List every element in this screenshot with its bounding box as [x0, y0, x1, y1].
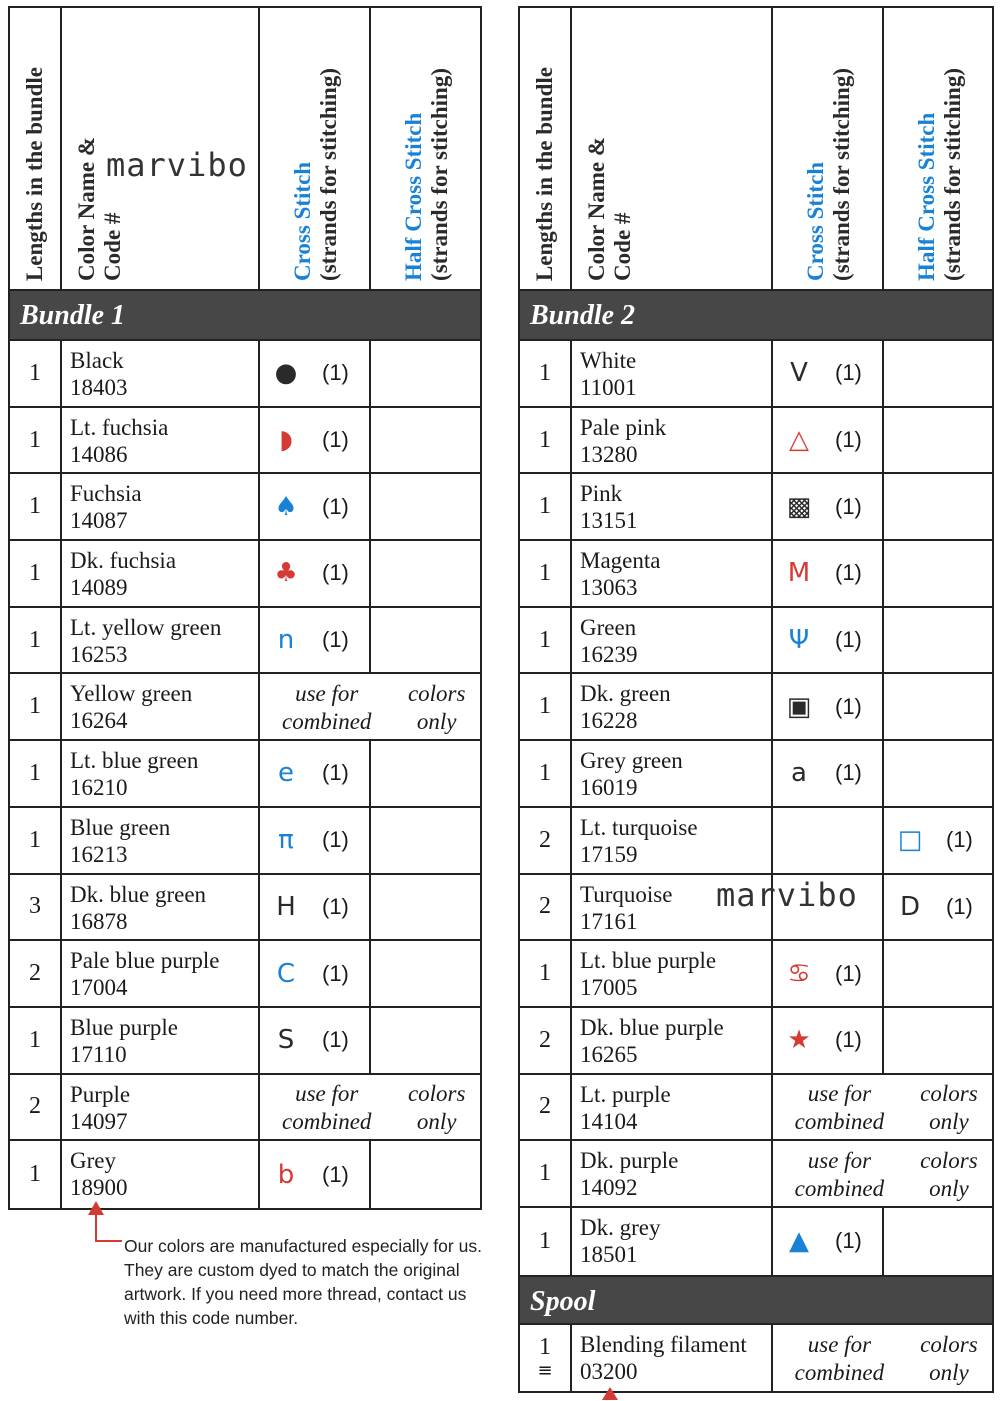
color-code: 16228: [580, 708, 638, 734]
triangle-outline-icon: △: [789, 425, 809, 456]
color-name: Turquoise: [580, 881, 673, 907]
color-code: 03200: [580, 1358, 638, 1384]
half-cross-stitch-cell: [884, 474, 992, 539]
color-cell: [62, 541, 260, 606]
color-name: Dk. fuchsia: [70, 548, 177, 574]
length-value: 1: [29, 693, 41, 720]
length-value: 2: [29, 960, 41, 987]
length-cell: [520, 1141, 572, 1206]
length-value: 1: [29, 359, 41, 386]
length-cell: [520, 741, 572, 806]
length-cell: [10, 941, 62, 1006]
pi-symbol-icon: π: [278, 825, 294, 856]
length-cell: [520, 1075, 572, 1140]
color-cell: [572, 941, 773, 1006]
bundle-2-rows: [520, 341, 992, 1275]
table-row: [10, 541, 480, 608]
spool-icon: ≡: [537, 1360, 553, 1382]
length-value: 1: [29, 559, 41, 586]
color-cell: [572, 341, 773, 406]
header-lengths: Lengths in the bundle: [10, 8, 62, 289]
color-cell: [572, 741, 773, 806]
cross-stitch-cell: [773, 674, 884, 739]
length-value: 2: [539, 826, 551, 853]
color-name: Dk. green: [580, 681, 671, 707]
color-cell: [62, 408, 260, 473]
color-code: 18501: [580, 1241, 638, 1267]
color-name: Pink: [580, 481, 623, 507]
table-row: [10, 608, 480, 675]
arrow-icon: [600, 1386, 624, 1401]
strand-count: (1): [835, 760, 862, 786]
color-cell: [62, 875, 260, 940]
combined-note: use for combined colors only: [794, 1147, 978, 1201]
strand-count: (1): [322, 827, 349, 853]
length-cell: [10, 341, 62, 406]
header-cross-stitch: Cross Stitch (strands for stitching): [773, 8, 884, 289]
length-value: 2: [539, 1026, 551, 1053]
half-cross-stitch-cell: [884, 941, 992, 1006]
length-value: 1: [29, 826, 41, 853]
triangle-filled-icon: ▲: [789, 1226, 809, 1257]
length-value: 1: [29, 1026, 41, 1053]
color-cell: [572, 608, 773, 673]
strand-count: (1): [835, 693, 862, 719]
header-color-name: Color Name & Code #: [572, 8, 773, 289]
table-row: [520, 741, 992, 808]
cancer-symbol-icon: ♋: [787, 958, 811, 989]
table-row: [520, 1141, 992, 1208]
length-value: 1: [29, 493, 41, 520]
strand-count: (1): [322, 627, 349, 653]
cross-stitch-cell: [773, 341, 884, 406]
color-code: 17005: [580, 975, 638, 1001]
color-name: Fuchsia: [70, 481, 142, 507]
color-cell: [62, 1008, 260, 1073]
color-cell: [572, 474, 773, 539]
psi-symbol-icon: Ψ: [788, 625, 810, 656]
filled-square-icon: ▣: [786, 691, 812, 722]
key-table-right: [518, 6, 994, 1393]
color-cell: [62, 341, 260, 406]
cross-stitch-cell: [260, 875, 371, 940]
color-name: Black: [70, 348, 124, 373]
half-cross-stitch-cell: [371, 1008, 480, 1073]
color-name: Dk. blue green: [70, 881, 207, 907]
table-row: [520, 1075, 992, 1142]
color-cell: [62, 1141, 260, 1208]
cross-stitch-cell: [260, 408, 371, 473]
table-header: [520, 8, 992, 291]
length-value: 1: [539, 759, 551, 786]
cross-stitch-cell: [260, 941, 371, 1006]
length-value: 1: [29, 626, 41, 653]
spool-title: Spool: [520, 1275, 992, 1325]
length-value: 1: [29, 426, 41, 453]
bundle-1-rows: [10, 341, 480, 1208]
color-cell: [62, 1075, 260, 1140]
c-symbol-icon: C: [276, 958, 296, 989]
length-value: 1: [539, 493, 551, 520]
color-name: Dk. blue purple: [580, 1014, 724, 1040]
length-cell: [520, 875, 572, 940]
strand-count: (1): [835, 1027, 862, 1053]
table-row: [520, 608, 992, 675]
table-row: [520, 474, 992, 541]
strand-count: (1): [835, 960, 862, 986]
cross-stitch-cell: [260, 741, 371, 806]
strand-count: (1): [322, 960, 349, 986]
length-value: 1: [539, 1160, 551, 1187]
color-cell: [62, 941, 260, 1006]
strand-count: (1): [946, 893, 973, 919]
length-cell: [10, 474, 62, 539]
color-code: 16019: [580, 775, 638, 801]
half-cross-stitch-cell: [371, 1141, 480, 1208]
color-name: Grey green: [580, 748, 683, 774]
color-code: 16253: [70, 641, 128, 667]
length-value: 1: [539, 359, 551, 386]
color-cell: [572, 408, 773, 473]
cross-stitch-cell: [260, 808, 371, 873]
n-symbol-icon: n: [277, 625, 295, 656]
header-color-name: Color Name & Code #: [62, 8, 260, 289]
length-value: 1: [539, 960, 551, 987]
cross-stitch-cell: [773, 608, 884, 673]
half-cross-stitch-cell: [884, 741, 992, 806]
half-cross-stitch-cell: [371, 941, 480, 1006]
header-cross-stitch: Cross Stitch (strands for stitching): [260, 8, 371, 289]
length-value: 2: [29, 1093, 41, 1120]
color-code: 11001: [580, 375, 637, 400]
length-value: 1: [29, 1161, 41, 1188]
combined-note: use for combined colors only: [794, 1331, 978, 1385]
color-name: Yellow green: [70, 681, 193, 707]
d-symbol-icon: D: [899, 891, 921, 922]
color-cell: [62, 808, 260, 873]
length-cell: [10, 408, 62, 473]
color-cell: [572, 1008, 773, 1073]
length-cell: [10, 741, 62, 806]
color-cell: [572, 1208, 773, 1275]
length-cell: [520, 474, 572, 539]
color-cell: [572, 1141, 773, 1206]
cross-stitch-cell: [773, 541, 884, 606]
color-code: 14097: [70, 1108, 128, 1134]
color-code: 14104: [580, 1108, 638, 1134]
color-name: Blue green: [70, 814, 171, 840]
length-cell: [10, 808, 62, 873]
half-cross-stitch-cell: [371, 474, 480, 539]
length-cell: [520, 541, 572, 606]
color-code: 16265: [580, 1041, 638, 1067]
table-row: [10, 1075, 480, 1142]
length-value: 1: [539, 626, 551, 653]
length-value: 2: [539, 893, 551, 920]
length-cell: [520, 341, 572, 406]
color-code: 14087: [70, 508, 128, 534]
color-name: Lt. blue purple: [580, 948, 717, 974]
table-row: [10, 408, 480, 475]
table-row: [520, 341, 992, 408]
length-value: 1: [29, 759, 41, 786]
color-name: Lt. purple: [580, 1081, 671, 1107]
color-cell: [62, 674, 260, 739]
bundle-1-title: Bundle 1: [10, 291, 480, 341]
strand-count: (1): [322, 893, 349, 919]
length-value: 1: [539, 1227, 551, 1254]
half-cross-stitch-cell: [371, 408, 480, 473]
combined-note: use for combined colors only: [794, 1080, 978, 1134]
length-value: 1: [539, 1334, 551, 1361]
footnote: Our colors are manufactured especially for us. They are custom dyed to match the original artwork. If you need more thread, contact us with this code number.: [124, 1236, 482, 1328]
key-table-left: [8, 6, 482, 1210]
table-row: [520, 1208, 992, 1275]
length-value: 1: [539, 559, 551, 586]
color-name: Lt. turquoise: [580, 814, 698, 840]
m-symbol-icon: M: [787, 558, 811, 589]
cross-stitch-cell: [773, 408, 884, 473]
length-value: 3: [29, 893, 41, 920]
color-code: 13280: [580, 441, 638, 467]
s-symbol-icon: S: [277, 1025, 295, 1056]
color-cell: [572, 1325, 773, 1392]
color-code: 16264: [70, 708, 128, 734]
bundle-2-title: Bundle 2: [520, 291, 992, 341]
color-code: 14086: [70, 441, 128, 467]
table-row: [520, 941, 992, 1008]
v-symbol-icon: V: [790, 358, 808, 389]
color-name: Lt. fuchsia: [70, 414, 169, 440]
color-cell: [572, 674, 773, 739]
header-half-cross-stitch: Half Cross Stitch (strands for stitching): [914, 68, 965, 281]
color-name: White: [580, 348, 637, 373]
length-cell: [520, 808, 572, 873]
combined-note: use for combined colors only: [281, 680, 466, 734]
cross-stitch-cell: [260, 1008, 371, 1073]
cross-stitch-cell: [260, 341, 371, 406]
b-symbol-icon: b: [277, 1159, 295, 1190]
e-symbol-icon: e: [278, 758, 294, 789]
strand-count: (1): [835, 1228, 862, 1254]
club-icon: ♣: [274, 558, 298, 589]
strand-count: (1): [322, 493, 349, 519]
cross-stitch-cell: [260, 1141, 371, 1208]
color-code: 14089: [70, 575, 128, 601]
half-cross-stitch-cell: [371, 741, 480, 806]
color-name: Pale blue purple: [70, 948, 220, 974]
length-cell: [520, 941, 572, 1006]
half-cross-stitch-cell: [884, 1208, 992, 1275]
length-value: 1: [539, 693, 551, 720]
length-cell: [520, 1208, 572, 1275]
arrow-icon: [84, 1201, 124, 1251]
color-cell: [572, 1075, 773, 1140]
half-cross-stitch-cell: [884, 541, 992, 606]
color-cell: [572, 541, 773, 606]
strand-count: (1): [835, 493, 862, 519]
half-cross-stitch-cell: [371, 541, 480, 606]
half-cross-stitch-cell: [371, 875, 480, 940]
length-cell: [10, 1008, 62, 1073]
strand-count: (1): [835, 560, 862, 586]
cross-stitch-cell: [773, 1208, 884, 1275]
star-icon: ★: [787, 1025, 811, 1056]
length-cell: [10, 674, 62, 739]
square-outline-icon: □: [897, 825, 923, 856]
half-cross-stitch-cell: [884, 608, 992, 673]
spade-icon: ♠: [274, 491, 298, 522]
cross-stitch-cell: [260, 541, 371, 606]
color-name: Blue purple: [70, 1014, 178, 1040]
header-half-cross-stitch: Half Cross Stitch (strands for stitching): [401, 68, 452, 281]
table-row: [520, 408, 992, 475]
length-value: 2: [539, 1093, 551, 1120]
length-cell: [520, 608, 572, 673]
watermark: marvibo: [716, 876, 858, 914]
half-cross-stitch-cell: [371, 608, 480, 673]
color-code: 17004: [70, 975, 128, 1001]
color-code: 16213: [70, 841, 128, 867]
spool-rows: [520, 1325, 992, 1392]
color-code: 13063: [580, 575, 638, 601]
half-cross-stitch-cell: [884, 808, 992, 873]
table-row: [520, 1008, 992, 1075]
table-row: [520, 1325, 992, 1392]
color-name: Purple: [70, 1081, 131, 1107]
circle-icon: ●: [274, 358, 298, 389]
length-cell: [10, 1141, 62, 1208]
watermark: marvibo: [106, 146, 248, 184]
length-cell: [520, 674, 572, 739]
color-name: Lt. blue green: [70, 748, 199, 774]
cross-stitch-cell: [260, 608, 371, 673]
strand-count: (1): [322, 1161, 349, 1187]
table-row: [10, 1141, 480, 1208]
strand-count: (1): [322, 427, 349, 453]
color-code: 16878: [70, 908, 128, 934]
table-row: [10, 941, 480, 1008]
color-code: 18900: [70, 1175, 128, 1201]
strand-count: (1): [322, 1027, 349, 1053]
length-cell: [520, 1325, 572, 1392]
color-cell: [62, 474, 260, 539]
color-name: Lt. yellow green: [70, 614, 222, 640]
length-cell: [520, 1008, 572, 1073]
length-cell: [10, 875, 62, 940]
color-code: 18403: [70, 375, 128, 400]
color-code: 17159: [580, 841, 638, 867]
table-row: [10, 341, 480, 408]
length-value: 1: [539, 426, 551, 453]
cross-stitch-cell: [773, 1008, 884, 1073]
color-code: 13151: [580, 508, 638, 534]
strand-count: (1): [322, 560, 349, 586]
cross-stitch-cell: [773, 941, 884, 1006]
half-disc-icon: ◗: [279, 425, 293, 456]
color-cell: [62, 608, 260, 673]
half-cross-stitch-cell: [884, 875, 992, 940]
table-row: [520, 541, 992, 608]
color-name: Dk. purple: [580, 1148, 679, 1174]
color-name: Green: [580, 614, 637, 640]
table-row: [10, 674, 480, 741]
combined-note: use for combined colors only: [281, 1080, 466, 1134]
color-name: Blending filament: [580, 1331, 747, 1357]
color-name: Dk. grey: [580, 1214, 661, 1240]
table-row: [10, 875, 480, 942]
table-row: [10, 741, 480, 808]
table-row: [10, 474, 480, 541]
length-cell: [10, 608, 62, 673]
color-code: 14092: [580, 1175, 638, 1201]
strand-count: (1): [835, 627, 862, 653]
strand-count: (1): [322, 360, 349, 386]
h-symbol-icon: H: [276, 891, 296, 922]
cross-stitch-cell: [773, 741, 884, 806]
color-code: 17110: [70, 1041, 127, 1067]
half-cross-stitch-cell: [884, 674, 992, 739]
cross-stitch-cell: [773, 808, 884, 873]
a-symbol-icon: a: [791, 758, 807, 789]
cross-stitch-cell: [260, 474, 371, 539]
color-name: Pale pink: [580, 414, 667, 440]
half-cross-stitch-cell: [884, 408, 992, 473]
length-cell: [10, 541, 62, 606]
length-cell: [520, 408, 572, 473]
color-code: 17161: [580, 908, 638, 934]
half-cross-stitch-cell: [371, 808, 480, 873]
strand-count: (1): [835, 427, 862, 453]
length-cell: [10, 1075, 62, 1140]
table-row: [10, 808, 480, 875]
color-cell: [62, 741, 260, 806]
color-name: Magenta: [580, 548, 661, 574]
table-row: [520, 674, 992, 741]
checker-square-icon: ▩: [786, 491, 812, 522]
table-row: [10, 1008, 480, 1075]
table-row: [520, 808, 992, 875]
half-cross-stitch-cell: [884, 1008, 992, 1073]
half-cross-stitch-cell: [371, 341, 480, 406]
color-code: 16210: [70, 775, 128, 801]
cross-stitch-cell: [773, 474, 884, 539]
color-code: 16239: [580, 641, 638, 667]
strand-count: (1): [322, 760, 349, 786]
half-cross-stitch-cell: [884, 341, 992, 406]
strand-count: (1): [835, 360, 862, 386]
color-cell: [572, 808, 773, 873]
strand-count: (1): [946, 827, 973, 853]
color-name: Grey: [70, 1148, 116, 1174]
header-lengths: Lengths in the bundle: [520, 8, 572, 289]
